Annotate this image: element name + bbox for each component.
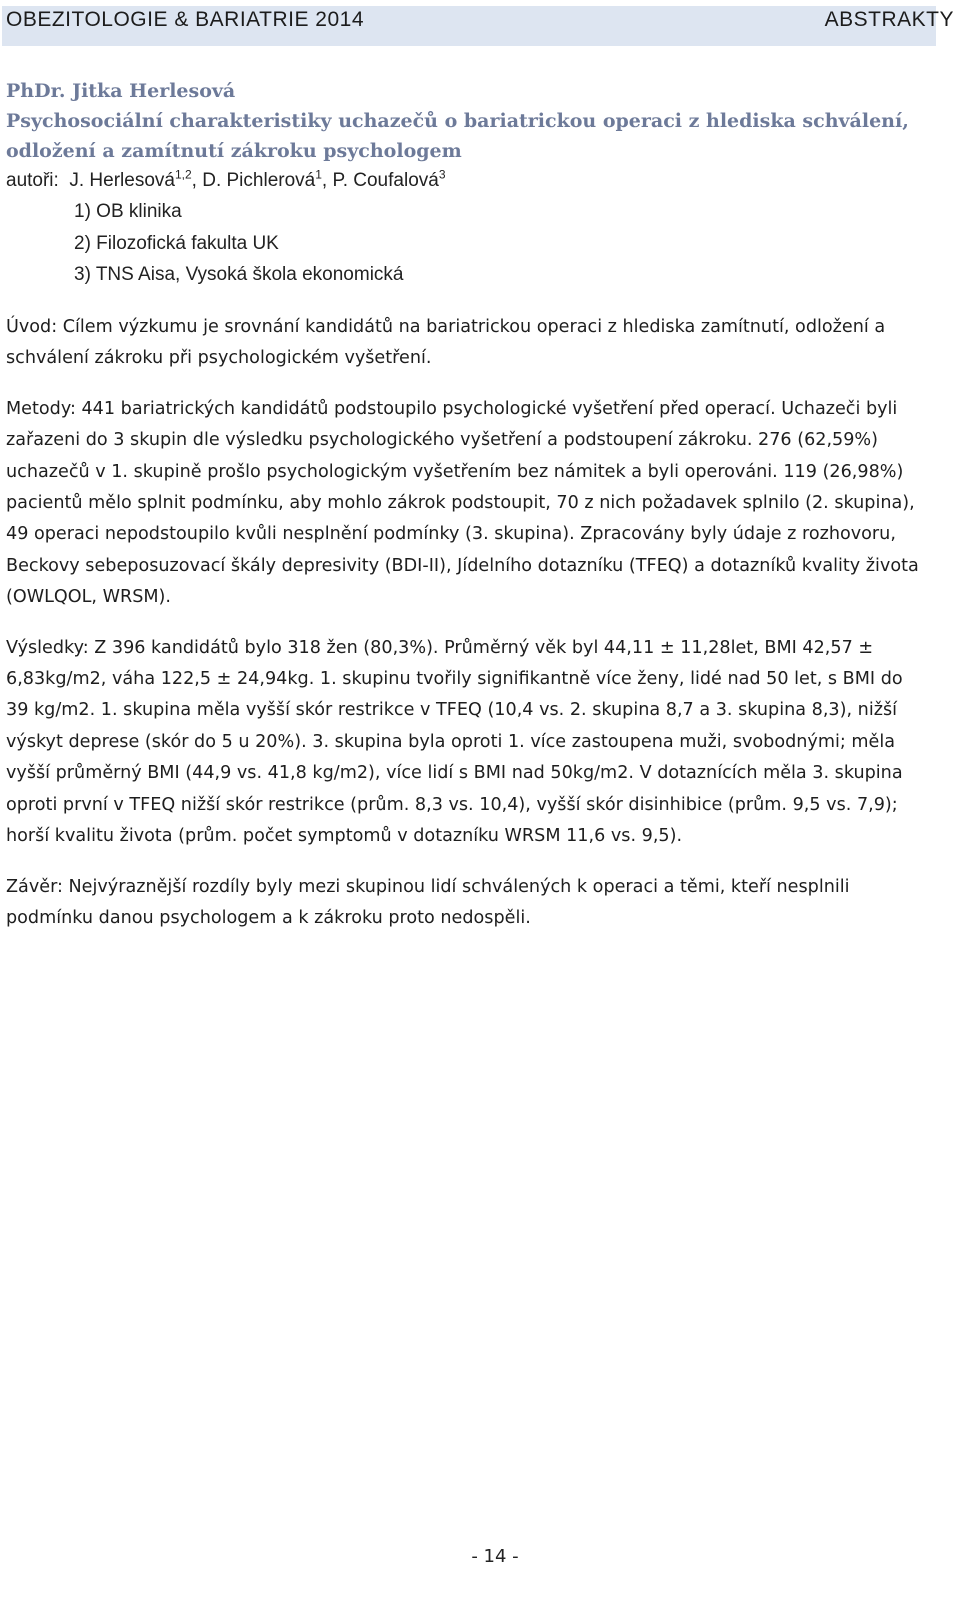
author-block bbox=[6, 76, 936, 291]
page-number: - 14 - bbox=[471, 1546, 519, 1567]
paragraph-uvod: Úvod: Cílem výzkumu je srovnání kandidátů na bariatrickou operaci z hlediska zamítnutí, odložení a schválení zákroku při psychologickém vyšetření. bbox=[6, 317, 886, 369]
authors-line bbox=[6, 166, 936, 196]
paragraph-zaver: Závěr: Nejvýraznější rozdíly byly mezi skupinou lidí schválených k operaci a těmi, kteří nesplnili podmínku danou psychologem a k zákroku proto nedospěli. bbox=[6, 876, 850, 928]
author-2: D. Pichlerová bbox=[202, 170, 316, 191]
affiliation-2: 2) Filozofická fakulta UK bbox=[74, 232, 279, 254]
paragraph-metody: Metody: 441 bariatrických kandidátů podstoupilo psychologické vyšetření před operací. Uchazeči byli zařazeni do 3 skupin dle výsledku psychologického vyšetření a podstoupení zákroku. 276 (62,59%) uchazečů v 1. skupině prošlo psychologickým vyšetřením bez námitek a byli operováni. 119 (26,98%) pacientů mělo splnit podmínku, aby mohlo zákrok podstoupit, 70 z nich požadavek splnilo (2. skupina), 49 operaci nepodstoupilo kvůli nesplnění podmínky (3. skupina). Zpracovány byly údaje z rozhovoru, Beckovy sebeposuzovací škály depresivity (BDI-II), Jídelního dotazníku (TFEQ) a dotazníků kvality života (OWLQOL, WRSM). bbox=[6, 398, 919, 608]
separator: , bbox=[321, 170, 328, 191]
abstract-body bbox=[6, 312, 930, 953]
paragraph-vysledky: Výsledky: Z 396 kandidátů bylo 318 žen (80,3%). Průměrný věk byl 44,11 ± 11,28let, BMI 42,57 ± 6,83kg/m2, váha 122,5 ± 24,94kg. 1. skupinu tvořily signifikantně více ženy, lidé nad 50 let, s BMI do 39 kg/m2. 1. skupina měla vyšší skór restrikce v TFEQ (10,4 vs. 2. skupina 8,7 a 3. skupina 8,3), nižší výskyt deprese (skór do 5 u 20%). 3. skupina byla oproti 1. více zastoupena muži, svobodnými; měla vyšší průměrný BMI (44,9 vs. 41,8 kg/m2), více lidí s BMI nad 50kg/m2. V dotaznících měla 3. skupina oproti první v TFEQ nižší skór restrikce (prům. 8,3 vs. 10,4), vyšší skór disinhibice (prům. 9,5 vs. 7,9); horší kvalitu života (prům. počet symptomů v dotazníku WRSM 11,6 vs. 9,5). bbox=[6, 637, 903, 847]
affiliation-1: 1) OB klinika bbox=[74, 201, 182, 222]
author-2-affil: 1 bbox=[315, 167, 322, 182]
section-label: ABSTRAKTY bbox=[824, 8, 954, 31]
author-1-affil: 1,2 bbox=[174, 167, 192, 182]
author-1: J. Herlesová bbox=[69, 170, 175, 191]
authors-label: autoři: bbox=[6, 170, 59, 191]
author-3-affil: 3 bbox=[438, 167, 446, 182]
affiliation-3: 3) TNS Aisa, Vysoká škola ekonomická bbox=[74, 264, 404, 285]
abstract-title-line2: odložení a zamítnutí zákroku psychologem bbox=[6, 140, 462, 162]
abstract-title-line1: Psychosociální charakteristiky uchazečů o bariatrickou operaci z hlediska schválení, bbox=[6, 110, 909, 132]
presenter-name: PhDr. Jitka Herlesová bbox=[6, 80, 236, 102]
separator: , bbox=[191, 170, 197, 191]
journal-title: OBEZITOLOGIE & BARIATRIE 2014 bbox=[6, 8, 365, 31]
author-3: P. Coufalová bbox=[332, 170, 439, 191]
